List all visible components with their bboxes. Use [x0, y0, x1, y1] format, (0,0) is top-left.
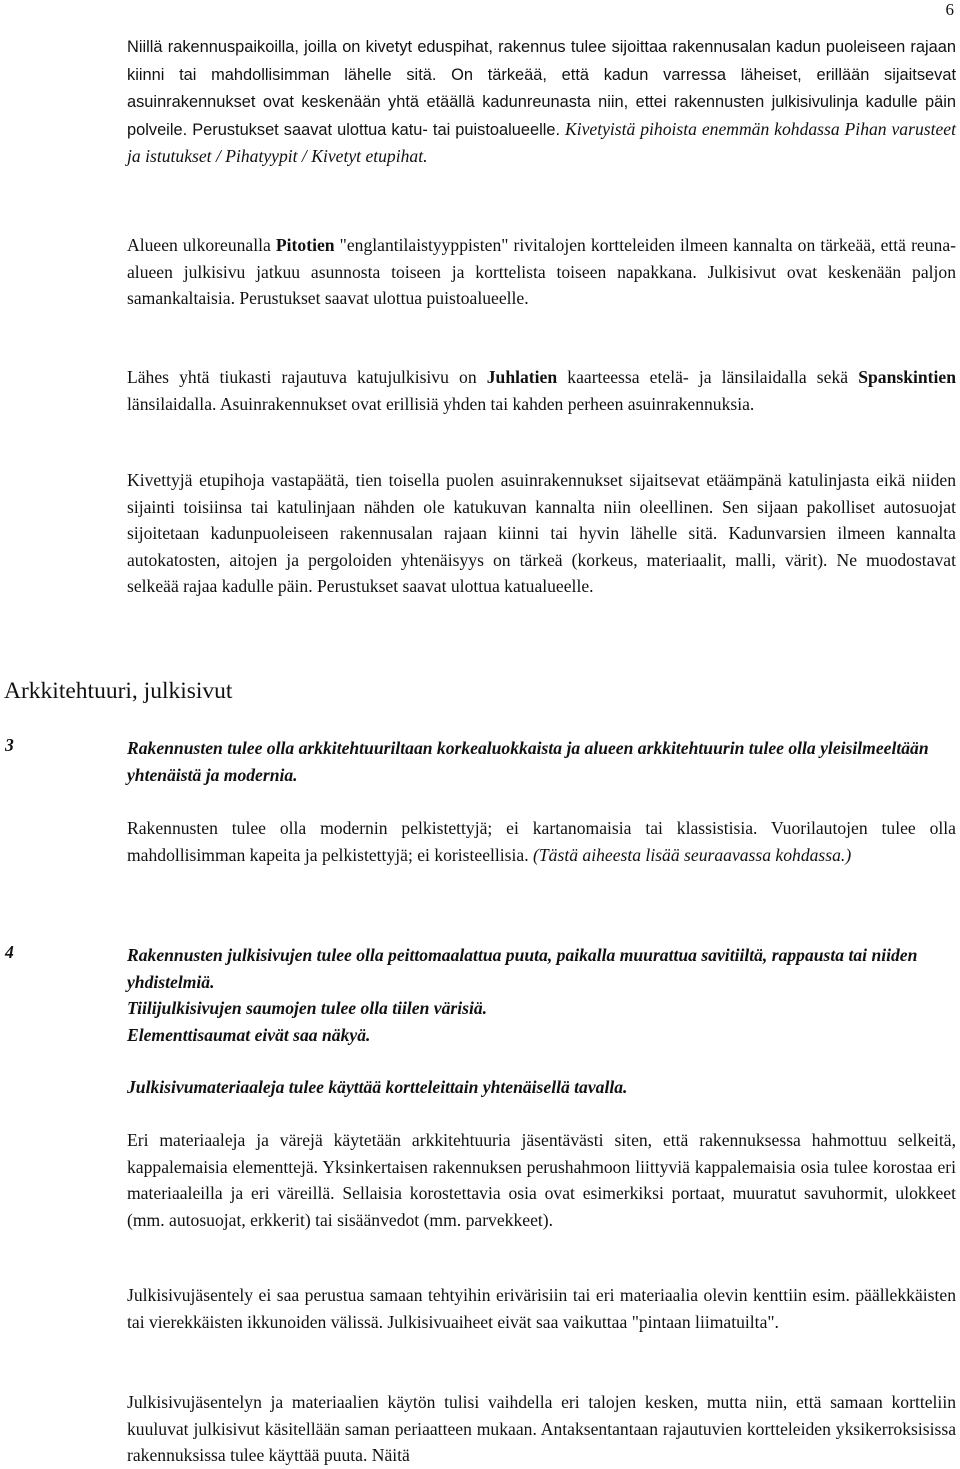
requirement-line: Rakennusten julkisivujen tulee olla peittomaalattua puuta, paikalla muurattua savitiiltä, rappausta tai niiden yhdistelmiä. [127, 945, 918, 992]
page-number: 6 [945, 0, 954, 19]
requirement-text: Julkisivumateriaaleja tulee käyttää kortteleittain yhtenäisellä tavalla. [127, 1077, 628, 1097]
text-segment: Rakennusten tulee olla modernin pelkistettyjä; ei kartanomaisia tai klassistisia. Vuorilautojen tulee olla mahdollisimman kapeita ja pelkistettyjä; ei koristeellisia. [127, 818, 956, 865]
paragraph-variation: Julkisivujäsentelyn ja materiaalien käytön tulisi vaihdella eri talojen kesken, mutta niin, että samaan kortteliin kuuluvat julkisivut käsitellään saman periaatteen mukaan. Antaksentantaan rajautuvien kortteleiden yksikerroksisissa rakennuksissa tulee käyttää puuta. Näitä [127, 1392, 956, 1466]
text-segment: kaarteessa etelä- ja länsilaidalla sekä [567, 367, 849, 387]
text-segment: Lähes yhtä tiukasti rajautuva katujulkisivu on [127, 367, 477, 387]
cross-reference-text: Kivetyistä pihoista enemmän kohdassa Pihan varusteet ja istutukset / Pihatyypit / Kivetyt etupihat. [127, 118, 956, 167]
item-number: 3 [5, 735, 14, 755]
section-heading: Arkkitehtuuri, julkisivut [4, 678, 233, 704]
paragraph-pitotie [127, 232, 956, 312]
paragraph-materials: Eri materiaaleja ja värejä käytetään arkkitehtuuria jäsentävästi siten, että rakennuksessa hahmottuu selkeitä, kappalemaisia elementtejä. Yksinkertaisen rakennuksen perushahmoon liittyviä kappalemaisia osia tulee korostaa eri materiaaleilla ja eri väreillä. Sellaisia korostettavia osia ovat esimerkiksi portaat, muuratut savuhormit, ulokkeet (mm. autosuojat, erkkerit) tai sisäänvedot (mm. parvekkeet). [127, 1130, 956, 1230]
paragraph-modern-style [127, 815, 956, 868]
cross-reference-text: (Tästä aiheesta lisää seuraavassa kohdassa.) [533, 844, 852, 865]
item-number: 4 [5, 942, 14, 962]
requirement-text: Rakennusten tulee olla arkkitehtuuriltaan korkealuokkaista ja alueen arkkitehtuurin tulee olla yleisilmeeltään yhtenäistä ja modernia. [127, 738, 929, 785]
text-segment: "englantilaistyyppisten" rivitalojen kortteleiden ilmeen kannalta on tärkeää, että reuna-alueen julkisivu jatkuu asunnosta toiseen ja korttelista toiseen napakkana. Julkisivut ovat keskenään paljon samankaltaisia. Perustukset saavat ulottua puistoalueelle. [127, 235, 957, 309]
paragraph-facade-division: Julkisivujäsentely ei saa perustua samaan tehtyihin erivärisiin tai eri materiaalia olevin kenttiin esim. päällekkäisten tai vierekkäisten ikkunoiden välissä. Julkisivuaiheet eivät saa vaikuttaa "pintaan liimatuilta". [127, 1285, 956, 1332]
paragraph-carports: Kivettyjä etupihoja vastapäätä, tien toisella puolen asuinrakennukset sijaitsevat etäämpänä katulinjasta eikä niiden sijainti toisiinsa tai katulinjaan nähden ole katukuvan kannalta niin oleellinen. Sen sijaan pakolliset autosuojat sijoitetaan kadunpuoleiseen rakennusalan rajaan kiinni tai hyvin lähelle sitä. Kadunvarsien ilmeen kannalta autokatosten, aitojen ja pergoloiden yhtenäisyys on tärkeä (korkeus, materiaalit, malli, värit). Ne muodostavat selkeää rajaa kadulle päin. Perustukset saavat ulottua katualueelle. [127, 470, 956, 597]
requirement-line: Elementtisaumat eivät saa näkyä. [127, 1024, 371, 1045]
street-name-pitotie: Pitotien [275, 235, 335, 255]
paragraph-street-frontage [127, 33, 956, 170]
requirement-line: Tiilijulkisivujen saumojen tulee olla tiilen värisiä. [127, 998, 488, 1019]
paragraph-sans-text: Niillä rakennuspaikoilla, joilla on kivetyt eduspihat, rakennus tulee sijoittaa rakennusalan kadun puoleiseen rajaan kiinni tai mahdollisimman lähelle sitä. On tärkeää, että kadun varressa läheiset, erillään sijaitsevat asuinrakennukset ovat keskenään yhtä etäällä kadunreunasta niin, ettei rakennusten julkisivulinja kadulle päin polveile. Perustukset saavat ulottua katu- tai puistoalueelle. [127, 38, 956, 139]
paragraph-juhlatie [127, 364, 956, 417]
street-name-spanskintie: Spanskintien [858, 367, 956, 387]
street-name-juhlatie: Juhlatien [486, 367, 558, 387]
requirement-block [127, 942, 956, 1048]
text-segment: Alueen ulkoreunalla [127, 235, 271, 255]
text-segment: länsilaidalla. Asuinrakennukset ovat erillisiä yhden tai kahden perheen asuinrakennuksia. [127, 393, 755, 414]
